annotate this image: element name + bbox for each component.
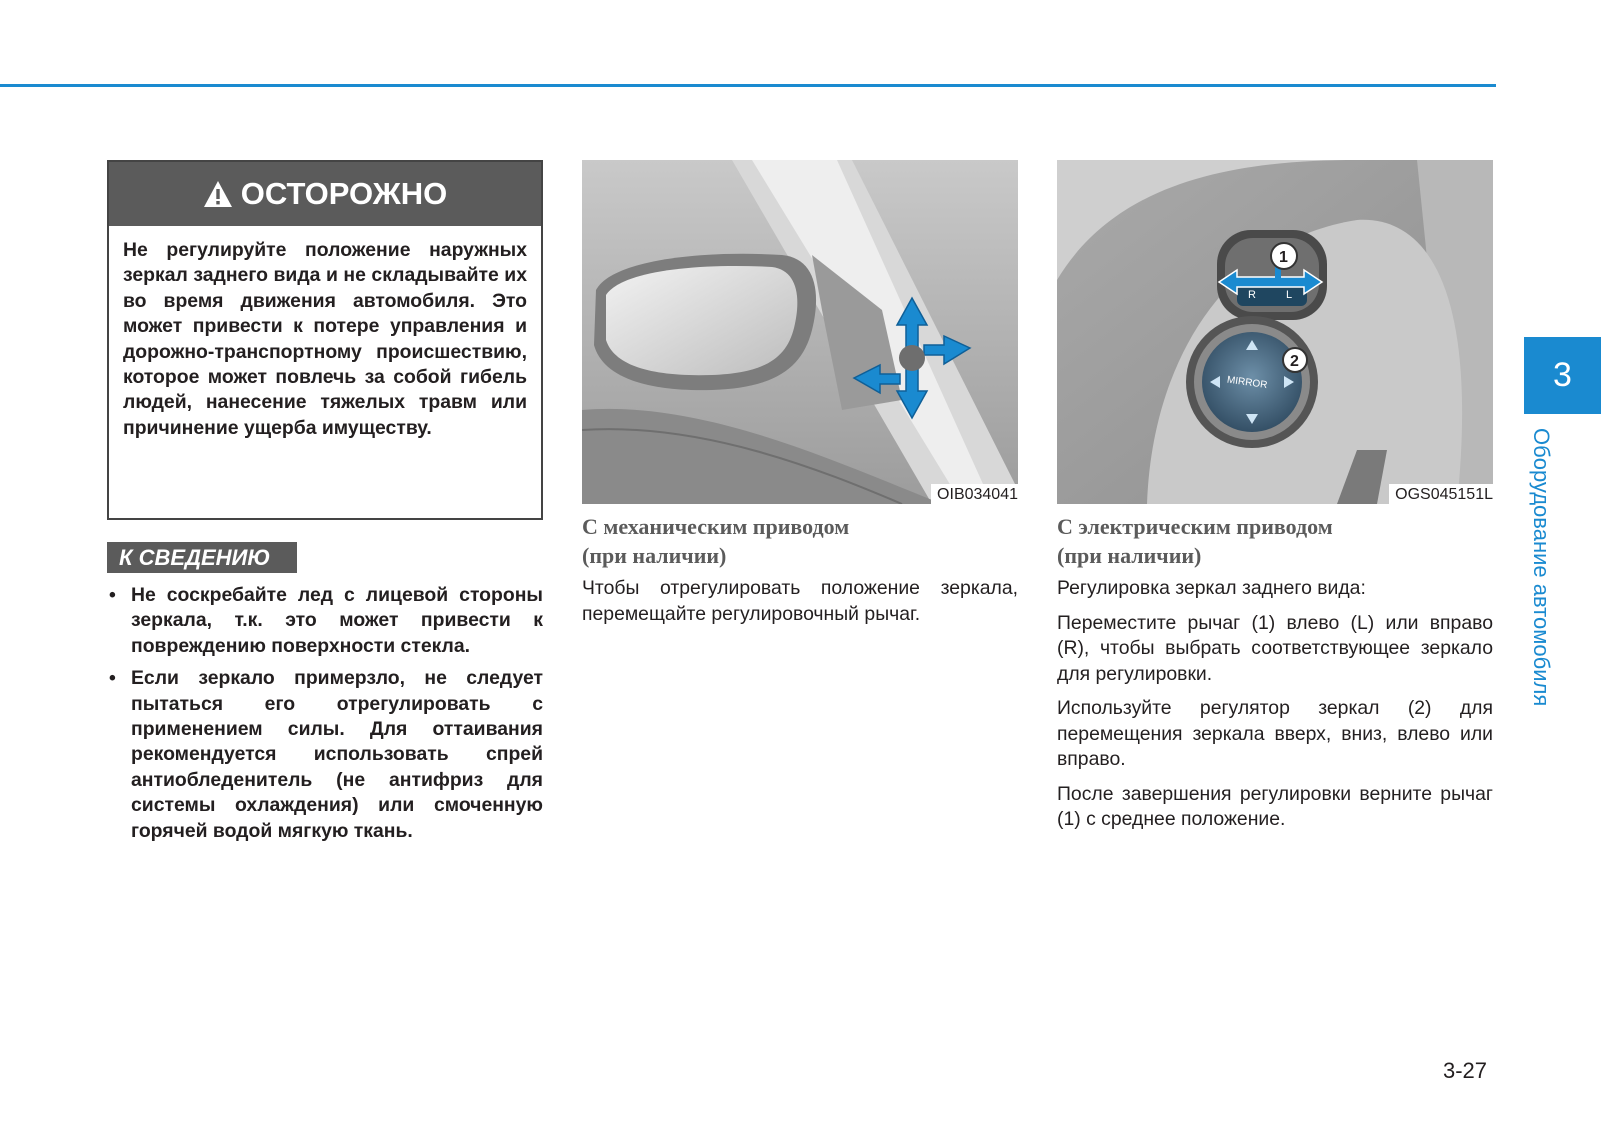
note-list (107, 583, 543, 851)
switch-r-label: R (1248, 289, 1256, 301)
note-item: • Не соскребайте лед с лицевой стороны зеркала, т.к. это может привести к повреждению поверхности стекла. (107, 583, 543, 659)
switch-l-label: L (1286, 289, 1293, 301)
warning-header (109, 162, 541, 226)
electric-paragraph: Переместите рычаг (1) влево (L) или вправо (R), чтобы выбрать соответствующее зеркало для регулировки. (1057, 611, 1493, 685)
manual-mirror-illustration (582, 160, 1018, 504)
note-item: • Если зеркало примерзло, не следует пытаться его отрегулировать с применением силы. Для оттаивания рекомендуется использовать спрей антиобледенитель (не антифриз для системы охлаждения) или смоченную горячей водой мягкую ткань. (107, 666, 543, 844)
warning-triangle-icon (203, 180, 233, 208)
electric-text-block (1057, 576, 1493, 842)
electric-heading-line1: С электрическим приводом (1057, 514, 1333, 539)
figure-code: OIB034041 (931, 484, 1018, 504)
figure-electric-mirror (1057, 160, 1493, 504)
manual-heading-line1: С механическим приводом (582, 514, 850, 539)
electric-paragraph: Используйте регулятор зеркал (2) для перемещения зеркала вверх, вниз, влево или вправо. (1057, 697, 1493, 770)
note-title: К СВЕДЕНИЮ (107, 542, 297, 573)
mirror-switch-illustration (1057, 160, 1493, 504)
warning-title: ОСТОРОЖНО (240, 176, 448, 211)
manual-text-block (582, 576, 1018, 636)
chapter-tab: 3 (1524, 337, 1601, 414)
figure-manual-mirror (582, 160, 1018, 504)
manual-text: Чтобы отрегулировать положение зеркала, перемещайте регулировочный рычаг. (582, 577, 1018, 625)
manual-heading (582, 512, 1018, 570)
warning-box (107, 160, 543, 520)
figure-code: OGS045151L (1389, 484, 1493, 504)
warning-text: Не регулируйте положение наружных зеркал заднего вида и не складывайте их во время движения автомобиля. Это может привести к потере управления и дорожно-транспортному происшествию, которое может повлечь за собой гибель людей, нанесение тяжелых травм или причинение ущерба имуществу. (123, 239, 527, 439)
electric-heading (1057, 512, 1493, 570)
callout-2: 2 (1290, 353, 1299, 370)
electric-paragraph: Регулировка зеркал заднего вида: (1057, 577, 1366, 599)
electric-paragraph: После завершения регулировки верните рычаг (1) с среднее положение. (1057, 782, 1493, 830)
manual-heading-line2: (при наличии) (582, 543, 727, 568)
electric-heading-line2: (при наличии) (1057, 543, 1202, 568)
chapter-title: Оборудование автомобиля (1529, 428, 1554, 707)
header-rule (0, 84, 1496, 87)
callout-1: 1 (1279, 249, 1288, 266)
page-number: 3-27 (1443, 1058, 1488, 1083)
chapter-title-wrap (1528, 428, 1568, 738)
knob-label: MIRROR (1226, 374, 1268, 392)
